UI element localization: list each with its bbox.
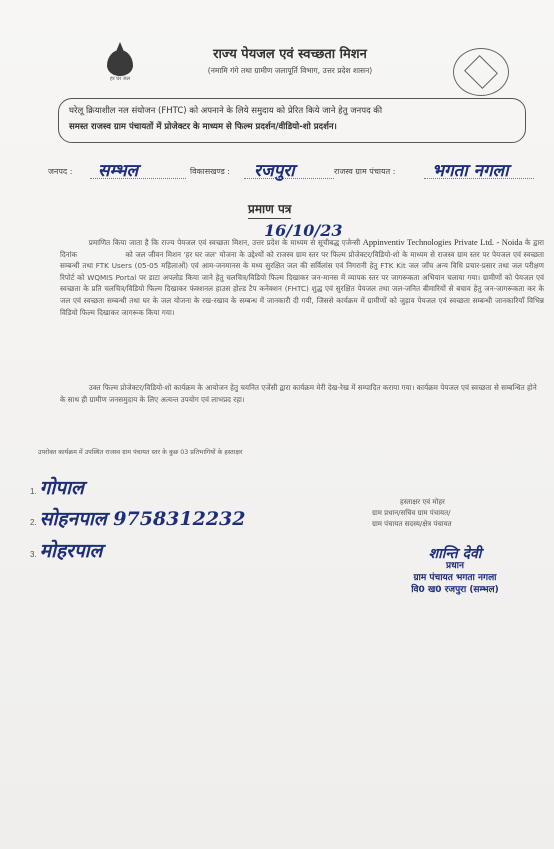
- witness-signature-2: [30, 505, 245, 531]
- certificate-heading: प्रमाण पत्र: [248, 200, 291, 219]
- banner-line-1: घरेलू क्रियाशील नल संयोजन (FHTC) को अपनाने के लिये समुदाय को प्रेरित किये जाने हेतु जनपद की: [69, 106, 383, 116]
- location-fields: [48, 158, 538, 184]
- witness-note: उपरोक्त कार्यक्रम में उपस्थित राजस्व ग्राम पंचायत स्तर के कुछ 03 प्रतिभागियों के हस्ताक्षर: [38, 449, 243, 456]
- agency-name: Appinventiv Technologies Private Ltd. - Noida: [362, 238, 523, 247]
- signatory-block: [372, 497, 522, 530]
- emblem-inner-shape: [464, 55, 498, 89]
- panchayat-dotline: [424, 177, 534, 179]
- jal-jeevan-logo: [100, 50, 140, 96]
- witness-name: सोहनपाल 9758312232: [39, 508, 246, 530]
- district-dotline: [90, 177, 186, 179]
- block-label: विकासखण्ड :: [190, 167, 231, 176]
- subject-banner: [58, 98, 526, 143]
- page-subtitle: (नमामि गंगे तथा ग्रामीण जलापूर्ति विभाग, उत्तर प्रदेश शासन): [207, 66, 373, 75]
- page-title: राज्य पेयजल एवं स्वच्छता मिशन: [213, 47, 367, 62]
- witness-signature-1: [30, 474, 84, 500]
- stamp-block: वि0 ख0 रजपुरा (सम्भल): [411, 585, 499, 595]
- signatory-line-2: ग्राम प्रधान/सचिव ग्राम पंचायत/: [372, 509, 451, 517]
- body-para-2: उक्त फिल्म प्रोजेक्टर/विडियो-शो कार्यक्रम के आयोजन हेतु चयनित एजेंसी द्वारा कार्यक्रम मेरी देख-रेख में सम्पादित कराया गया। कार्यक्रम पेयजल एवं स्वच्छता से सम्बन्धित होने के साथ ही ग्रामीण जनसमुदाय के लिए अत्यन्त उपयोग एवं लाभप्रद रहा।: [60, 383, 537, 404]
- program-date: 16/10/23: [264, 221, 343, 240]
- body-part-3: को जल जीवन मिशन 'हर घर जल' योजना के उद्देश्यों को राजस्व ग्राम स्तर पर फिल्म प्रोजेक्टर/विडियो-शो के माध्यम से राजस्व ग्राम स्तर पर पेयजल एवं स्वच्छता सम्बन्धी तथा FTK Users (05-05 महिलाओं) एवं आम-जनमानस के मध्य सुरक्षित जल की सर्विलांस एवं निगरानी हेतु FTK Kit जल जाँच अन्य विधि प्रचार-प्रसार तथा जल परीक्षण रिपोर्ट को WQMIS Portal पर डाटा अपलोड किया जाने हेतु चलचित्र/विडियो फिल्म दिखाकर जन-मानस में व्यापक स्तर पर जागरूकता अभियान चलाया गया। ग्रामीणों को पेयजल एवं स्वच्छता के प्रति चलचित्र/विडियो फिल्म दिखाकर फंक्शनल हाउस होल्ड टैप कनेक्शन (FHTC) शुद्ध एवं सुरक्षित पेयजल तथा जल-जनित बीमारियों से बचाव हेतु जन-जागरूकता कर के जल एवं स्वच्छता सम्बन्धी तथा घर के जल योजना के रख-रखाव के सम्बन्ध में जानकारी दी गयी, जिससे कार्यक्रम में ग्रामीणों को जुड़ाव पेयजल एवं स्वच्छता सम्बन्धी जानकारियाँ विभिन्न विडियो फिल्म दिखाकर जागरूक किया गया।: [60, 249, 544, 317]
- district-value: सम्भल: [98, 161, 139, 181]
- witness-number: 3.: [30, 550, 37, 559]
- water-drop-icon: [107, 50, 133, 76]
- witness-name: मोहरपाल: [39, 540, 103, 562]
- block-value: रजपुरा: [254, 161, 295, 181]
- witness-number: 1.: [30, 487, 37, 496]
- body-part-1: प्रमाणित किया जाता है कि राज्य पेयजल एवं स्वच्छता मिशन, उत्तर प्रदेश के माध्यम से सूचीबद्ध एजेन्सी: [88, 238, 361, 247]
- stamp-place: ग्राम पंचायत भगता नगला: [413, 573, 497, 583]
- up-emblem-icon: [453, 48, 509, 96]
- banner-line-2: समस्त राजस्व ग्राम पंचायतों में प्रोजेक्टर के माध्यम से फिल्म प्रदर्शन/वीडियो-शो प्रदर्शन।: [69, 122, 337, 132]
- signatory-line-3: ग्राम पंचायत सदस्य/क्षेत्र पंचायत: [372, 520, 452, 528]
- panchayat-value: भगता नगला: [432, 161, 509, 181]
- stamp-signature: शान्ति देवी: [428, 546, 482, 562]
- certificate-body: [60, 221, 544, 318]
- pradhan-stamp: [390, 548, 520, 596]
- district-label: जनपद :: [48, 167, 73, 176]
- block-dotline: [244, 177, 334, 179]
- certificate-paragraph-2: [60, 382, 544, 405]
- body-part-2: के द्वारा दिनांक: [60, 238, 544, 259]
- logo-tagline: हर घर जल: [110, 76, 130, 82]
- witness-name: गोपाल: [39, 477, 84, 499]
- stamp-role: प्रधान: [446, 561, 464, 571]
- witness-number: 2.: [30, 518, 37, 527]
- panchayat-label: राजस्व ग्राम पंचायत :: [334, 167, 396, 176]
- witness-signature-3: [30, 537, 102, 563]
- signatory-line-1: हस्ताक्षर एवं मोहर: [400, 498, 445, 506]
